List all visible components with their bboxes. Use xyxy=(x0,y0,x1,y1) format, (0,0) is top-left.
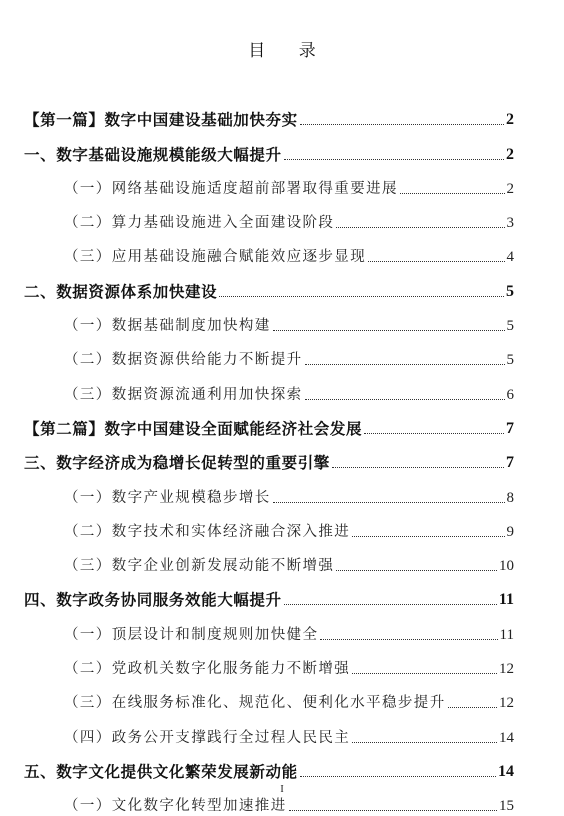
toc-entry-title: （一）文化数字化转型加速推进 xyxy=(64,798,287,815)
toc-entry-page-number: 5 xyxy=(506,352,514,369)
dot-leader xyxy=(284,604,497,605)
toc-subsection-entry[interactable] xyxy=(24,370,514,404)
page-number: I xyxy=(280,784,284,795)
toc-entry-title: 四、数字政务协同服务效能大幅提升 xyxy=(24,591,282,610)
dot-leader xyxy=(352,742,497,743)
toc-entry-page-number: 11 xyxy=(499,626,514,643)
toc-entry-page-number: 4 xyxy=(506,249,514,266)
toc-entry-page-number: 7 xyxy=(506,454,514,472)
dot-leader xyxy=(320,639,497,640)
dot-leader xyxy=(336,570,497,571)
toc-subsection-entry[interactable] xyxy=(24,542,514,576)
toc-subsection-entry[interactable] xyxy=(24,679,514,713)
toc-section-entry[interactable] xyxy=(24,576,514,610)
toc-section-entry[interactable] xyxy=(24,439,514,473)
toc-subsection-entry[interactable] xyxy=(24,508,514,542)
table-of-contents xyxy=(24,96,514,816)
toc-entry-page-number: 14 xyxy=(498,762,514,780)
dot-leader xyxy=(273,502,505,503)
dot-leader xyxy=(332,467,504,468)
toc-entry-title: （一）顶层设计和制度规则加快健全 xyxy=(64,626,319,643)
dot-leader xyxy=(368,261,504,262)
toc-entry-title: （一）数据基础制度加快构建 xyxy=(64,318,271,335)
dot-leader xyxy=(284,159,504,160)
toc-entry-page-number: 15 xyxy=(499,798,514,815)
toc-entry-page-number: 2 xyxy=(506,145,514,163)
toc-subsection-entry[interactable] xyxy=(24,199,514,233)
dot-leader xyxy=(273,330,505,331)
toc-entry-title: （三）在线服务标准化、规范化、便利化水平稳步提升 xyxy=(64,695,446,712)
toc-entry-title: （一）数字产业规模稳步增长 xyxy=(64,489,271,506)
dot-leader xyxy=(289,810,497,811)
toc-entry-title: （三）应用基础设施融合赋能效应逐步显现 xyxy=(64,249,367,266)
dot-leader xyxy=(352,536,504,537)
toc-subsection-entry[interactable] xyxy=(24,165,514,199)
toc-entry-page-number: 5 xyxy=(506,318,514,335)
toc-entry-page-number: 12 xyxy=(499,695,514,712)
toc-entry-title: 三、数字经济成为稳增长促转型的重要引擎 xyxy=(24,454,330,473)
page-title: 目 录 xyxy=(248,41,330,61)
toc-entry-title: 二、数据资源体系加快建设 xyxy=(24,282,218,301)
toc-entry-page-number: 14 xyxy=(499,729,514,746)
toc-entry-title: （四）政务公开支撑践行全过程人民民主 xyxy=(64,729,351,746)
toc-entry-title: 一、数字基础设施规模能级大幅提升 xyxy=(24,145,282,164)
toc-entry-page-number: 8 xyxy=(506,489,514,506)
toc-entry-title: （二）算力基础设施进入全面建设阶段 xyxy=(64,215,335,232)
toc-entry-page-number: 12 xyxy=(499,661,514,678)
toc-subsection-entry[interactable] xyxy=(24,302,514,336)
toc-entry-title: 【第二篇】数字中国建设全面赋能经济社会发展 xyxy=(24,419,363,438)
dot-leader xyxy=(305,399,505,400)
dot-leader xyxy=(300,776,496,777)
toc-subsection-entry[interactable] xyxy=(24,233,514,267)
toc-entry-page-number: 6 xyxy=(506,386,514,403)
toc-subsection-entry[interactable] xyxy=(24,610,514,644)
toc-entry-title: （三）数字企业创新发展动能不断增强 xyxy=(64,558,335,575)
toc-entry-page-number: 10 xyxy=(499,558,514,575)
dot-leader xyxy=(219,296,504,297)
toc-entry-page-number: 2 xyxy=(506,111,514,129)
toc-subsection-entry[interactable] xyxy=(24,336,514,370)
toc-section-entry[interactable] xyxy=(24,748,514,782)
toc-entry-title: 【第一篇】数字中国建设基础加快夯实 xyxy=(24,111,298,130)
dot-leader xyxy=(448,707,497,708)
dot-leader xyxy=(400,193,505,194)
toc-entry-page-number: 2 xyxy=(506,180,514,197)
toc-entry-title: 五、数字文化提供文化繁荣发展新动能 xyxy=(24,762,298,781)
toc-entry-page-number: 7 xyxy=(506,419,514,437)
toc-entry-page-number: 3 xyxy=(506,215,514,232)
toc-section-entry[interactable] xyxy=(24,405,514,439)
toc-subsection-entry[interactable] xyxy=(24,713,514,747)
toc-section-entry[interactable] xyxy=(24,130,514,164)
toc-section-entry[interactable] xyxy=(24,96,514,130)
toc-subsection-entry[interactable] xyxy=(24,645,514,679)
dot-leader xyxy=(300,124,504,125)
toc-subsection-entry[interactable] xyxy=(24,473,514,507)
toc-entry-page-number: 9 xyxy=(506,523,514,540)
dot-leader xyxy=(305,364,505,365)
toc-entry-title: （一）网络基础设施适度超前部署取得重要进展 xyxy=(64,180,398,197)
dot-leader xyxy=(364,433,504,434)
toc-entry-title: （二）数字技术和实体经济融合深入推进 xyxy=(64,523,351,540)
toc-entry-title: （三）数据资源流通利用加快探索 xyxy=(64,386,303,403)
toc-entry-title: （二）数据资源供给能力不断提升 xyxy=(64,352,303,369)
toc-entry-page-number: 5 xyxy=(506,282,514,300)
toc-section-entry[interactable] xyxy=(24,267,514,301)
toc-entry-page-number: 11 xyxy=(498,591,514,609)
dot-leader xyxy=(352,673,497,674)
dot-leader xyxy=(336,227,504,228)
toc-entry-title: （二）党政机关数字化服务能力不断增强 xyxy=(64,661,351,678)
